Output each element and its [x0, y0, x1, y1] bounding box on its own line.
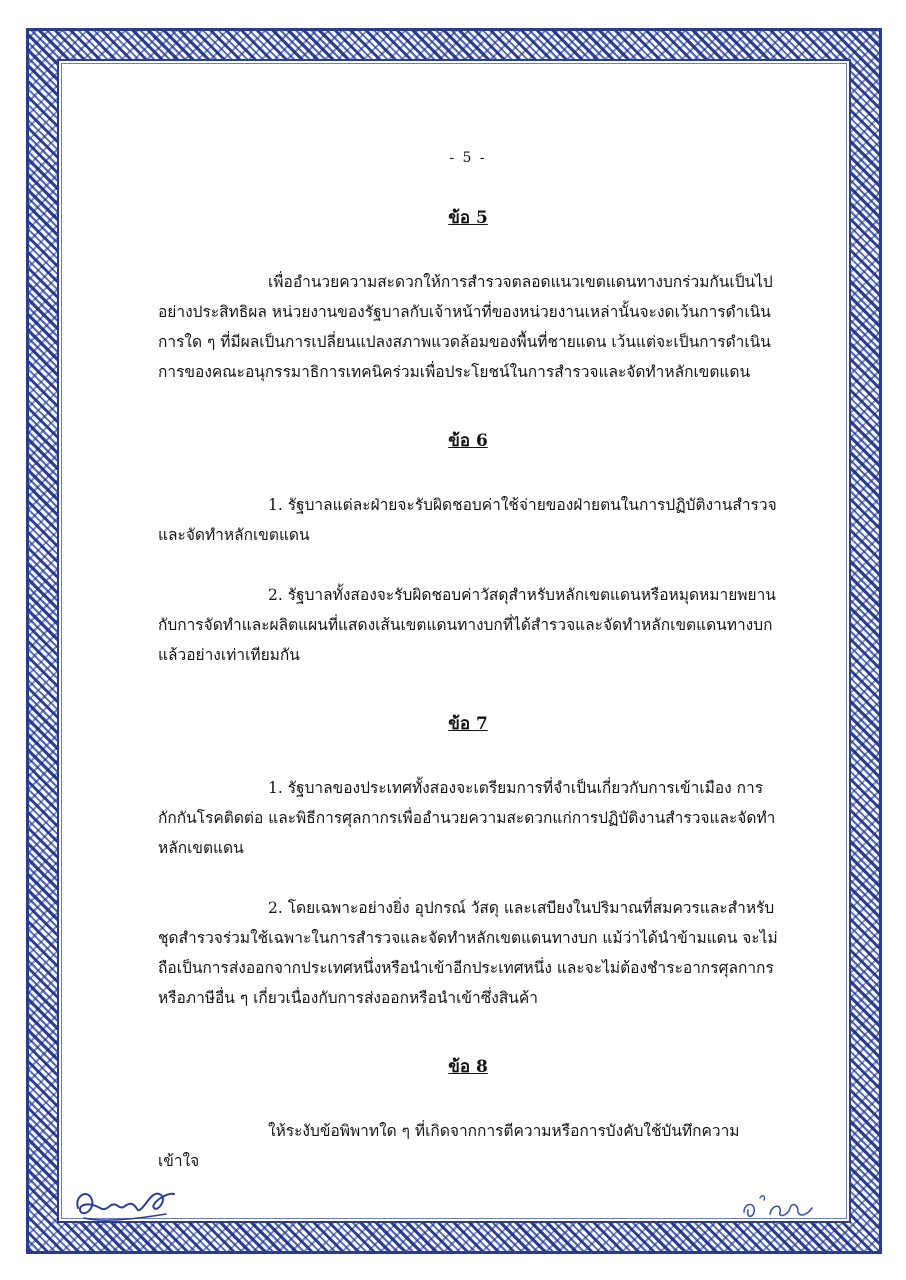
- article-heading: ข้อ 6: [448, 431, 488, 451]
- article-paragraph: 2. รัฐบาลทั้งสองจะรับผิดชอบค่าวัสดุสำหรับหลักเขตแดนหรือหมุดหมายพยานกับการจัดทำและผลิตแผนที่แสดงเส้นเขตแดนทางบกที่ได้สำรวจและจัดทำหลักเขตแดนทางบกแล้วอย่างเท่าเทียมกัน: [158, 586, 776, 664]
- document-body: [158, 150, 778, 1176]
- article-8: [158, 1053, 778, 1176]
- article-paragraph: 2. โดยเฉพาะอย่างยิ่ง อุปกรณ์ วัสดุ และเสบียงในปริมาณที่สมควรและสำหรับชุดสำรวจร่วมใช้เฉพาะในการสำรวจและจัดทำหลักเขตแดนทางบก แม้ว่าได้นำข้ามแดน จะไม่ถือเป็นการส่งออกจากประเทศหนึ่งหรือนำเข้าอีกประเทศหนึ่ง และจะไม่ต้องชำระอากรศุลกากรหรือภาษีอื่น ๆ เกี่ยวเนื่องกับการส่งออกหรือนำเข้าซึ่งสินค้า: [158, 899, 778, 1007]
- page-number: - 5 -: [449, 150, 487, 166]
- article-paragraph: 1. รัฐบาลของประเทศทั้งสองจะเตรียมการที่จำเป็นเกี่ยวกับการเข้าเมือง การกักกันโรคติดต่อ และพิธีการศุลกากรเพื่ออำนวยความสะดวกแก่การปฏิบัติงานสำรวจและจัดทำหลักเขตแดน: [158, 779, 776, 857]
- article-paragraph: 1. รัฐบาลแต่ละฝ่ายจะรับผิดชอบค่าใช้จ่ายของฝ่ายตนในการปฏิบัติงานสำรวจและจัดทำหลักเขตแดน: [158, 496, 777, 544]
- article-paragraph: ให้ระงับข้อพิพาทใด ๆ ที่เกิดจากการตีความหรือการบังคับใช้บันทึกความเข้าใจ: [158, 1122, 740, 1170]
- signature-left-icon: [70, 1178, 180, 1228]
- article-5: [158, 204, 778, 387]
- article-heading: ข้อ 5: [448, 208, 488, 228]
- article-6: [158, 427, 778, 670]
- article-7: [158, 710, 778, 1013]
- article-paragraph: เพื่ออำนวยความสะดวกให้การสำรวจตลอดแนวเขตแดนทางบกร่วมกันเป็นไปอย่างประสิทธิผล หน่วยงานของรัฐบาลกับเจ้าหน้าที่ของหน่วยงานเหล่านั้นจะงดเว้นการดำเนินการใด ๆ ที่มีผลเป็นการเปลี่ยนแปลงสภาพแวดล้อมของพื้นที่ชายแดน เว้นแต่จะเป็นการดำเนินการของคณะอนุกรรมาธิการเทคนิคร่วมเพื่อประโยชน์ในการสำรวจและจัดทำหลักเขตแดน: [158, 273, 773, 381]
- article-heading: ข้อ 8: [448, 1057, 488, 1077]
- signature-right-icon: [738, 1186, 818, 1226]
- article-heading: ข้อ 7: [448, 714, 488, 734]
